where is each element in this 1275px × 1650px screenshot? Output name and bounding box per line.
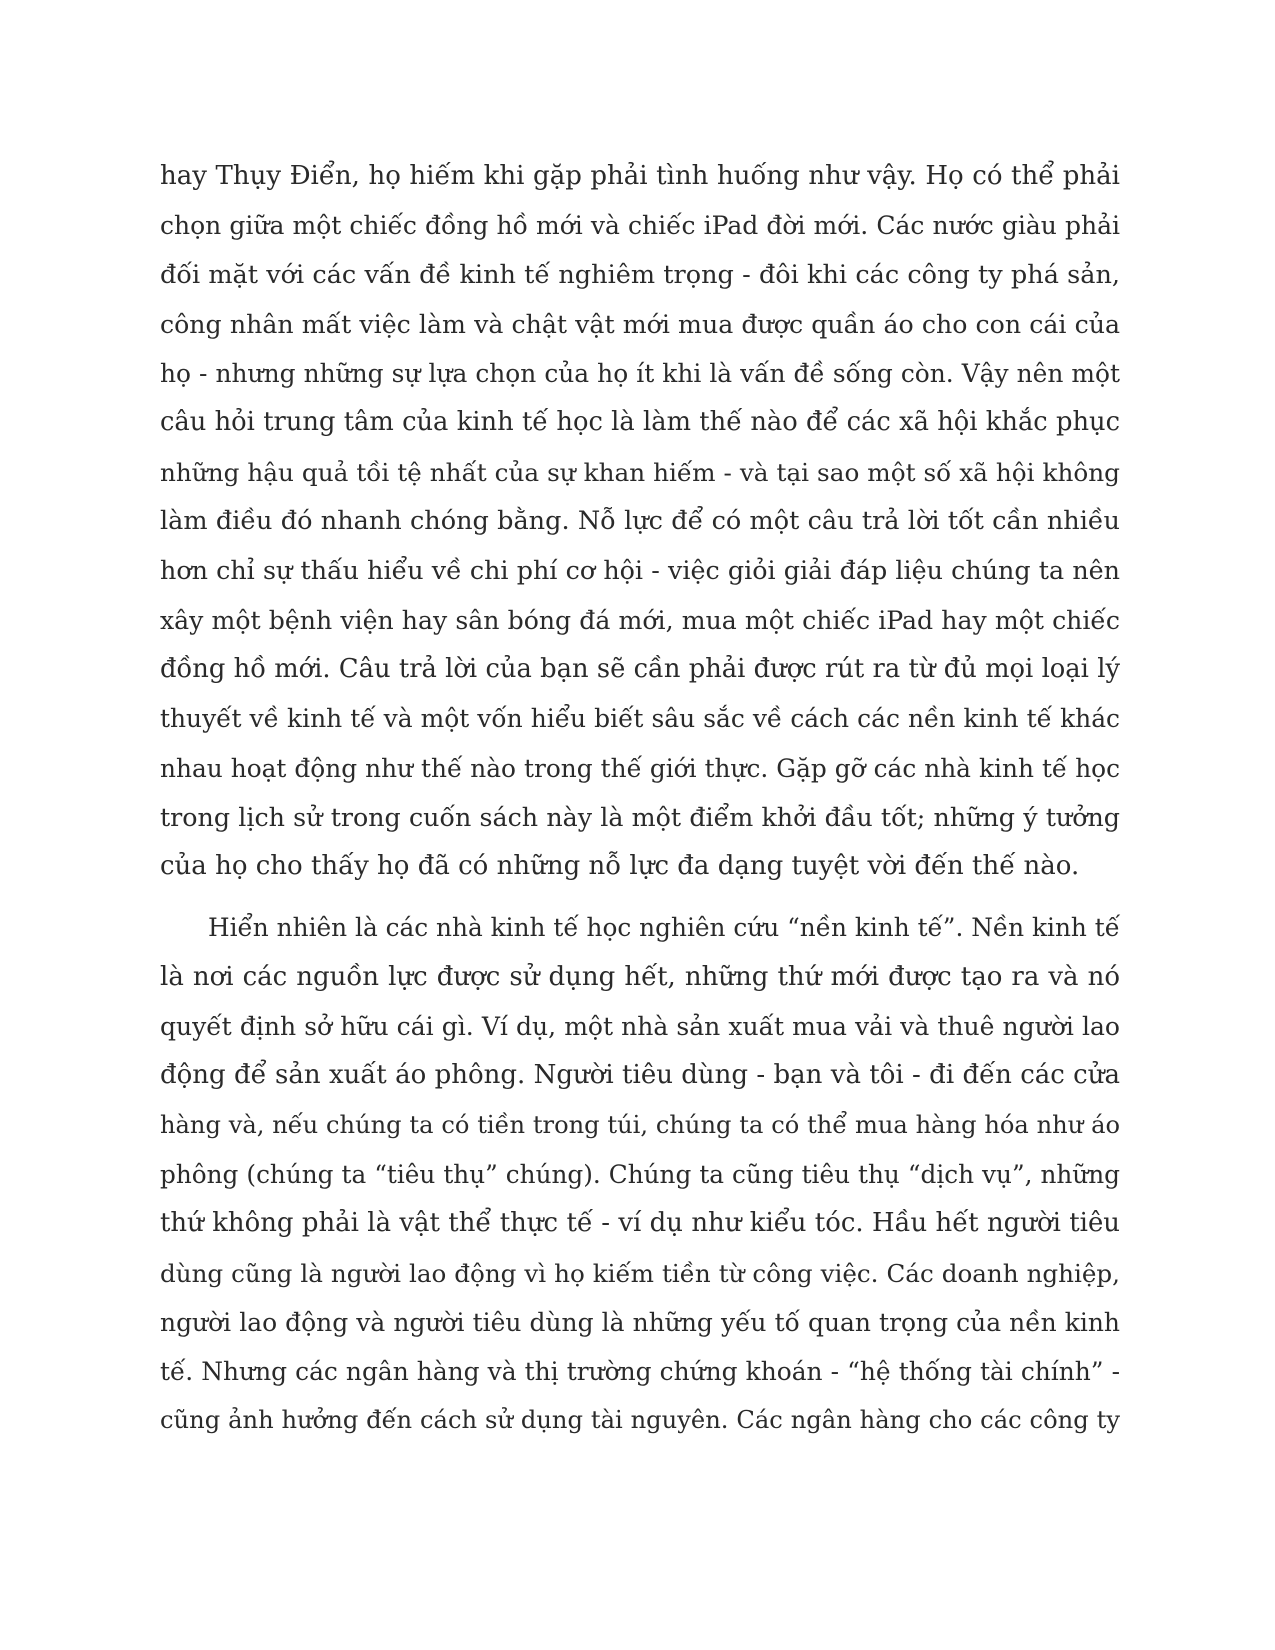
text-line: là nơi các nguồn lực được sử dụng hết, những thứ mới được tạo ra và nó <box>160 961 1120 992</box>
paragraph-spacer <box>160 891 1120 903</box>
text-line: hàng và, nếu chúng ta có tiền trong túi, chúng ta có thể mua hàng hóa như áo <box>160 1110 1120 1139</box>
text-line: hơn chỉ sự thấu hiểu về chi phí cơ hội - việc giỏi giải đáp liệu chúng ta nên <box>160 555 1120 586</box>
text-line: thuyết về kinh tế và một vốn hiểu biết sâu sắc về cách các nền kinh tế khác <box>160 704 1120 734</box>
text-line: động để sản xuất áo phông. Người tiêu dùng - bạn và tôi - đi đến các cửa <box>160 1060 1120 1091</box>
body-text <box>160 152 1120 1446</box>
text-line: thứ không phải là vật thể thực tế - ví dụ như kiểu tóc. Hầu hết người tiêu <box>160 1208 1120 1239</box>
text-line: Hiển nhiên là các nhà kinh tế học nghiên cứu “nền kinh tế”. Nền kinh tế <box>208 913 1120 943</box>
text-line: cũng ảnh hưởng đến cách sử dụng tài nguyên. Các ngân hàng cho các công ty <box>160 1406 1120 1435</box>
text-line: phông (chúng ta “tiêu thụ” chúng). Chúng ta cũng tiêu thụ “dịch vụ”, những <box>160 1159 1120 1189</box>
text-line: quyết định sở hữu cái gì. Ví dụ, một nhà sản xuất mua vải và thuê người lao <box>160 1012 1120 1042</box>
text-line: đối mặt với các vấn đề kinh tế nghiêm trọng - đôi khi các công ty phá sản, <box>160 259 1120 290</box>
text-line: chọn giữa một chiếc đồng hồ mới và chiếc iPad đời mới. Các nước giàu phải <box>160 211 1120 241</box>
text-line: hay Thụy Điển, họ hiếm khi gặp phải tình huống như vậy. Họ có thể phải <box>160 161 1120 191</box>
text-line: dùng cũng là người lao động vì họ kiếm tiền từ công việc. Các doanh nghiệp, <box>160 1258 1120 1288</box>
text-line: trong lịch sử trong cuốn sách này là một điểm khởi đầu tốt; những ý tưởng <box>160 801 1120 832</box>
text-line: người lao động và người tiêu dùng là những yếu tố quan trọng của nền kinh <box>160 1307 1120 1337</box>
text-line: của họ cho thấy họ đã có những nỗ lực đa dạng tuyệt vời đến thế nào. <box>160 851 1080 882</box>
text-line: câu hỏi trung tâm của kinh tế học là làm thế nào để các xã hội khắc phục <box>160 407 1120 438</box>
text-line: đồng hồ mới. Câu trả lời của bạn sẽ cần phải được rút ra từ đủ mọi loại lý <box>160 653 1120 684</box>
text-line: công nhân mất việc làm và chật vật mới mua được quần áo cho con cái của <box>160 309 1120 339</box>
text-line: làm điều đó nhanh chóng bằng. Nỗ lực để có một câu trả lời tốt cần nhiều <box>160 506 1120 537</box>
text-line: nhau hoạt động như thế nào trong thế giới thực. Gặp gỡ các nhà kinh tế học <box>160 753 1120 783</box>
text-line: những hậu quả tồi tệ nhất của sự khan hiếm - và tại sao một số xã hội không <box>160 457 1120 487</box>
text-line: xây một bệnh viện hay sân bóng đá mới, mua một chiếc iPad hay một chiếc <box>160 605 1120 635</box>
text-line: tế. Nhưng các ngân hàng và thị trường chứng khoán - “hệ thống tài chính” - <box>160 1357 1120 1387</box>
text-line: họ - nhưng những sự lựa chọn của họ ít khi là vấn đề sống còn. Vậy nên một <box>160 359 1120 389</box>
paragraph-2 <box>160 903 1120 1445</box>
paragraph-1 <box>160 152 1120 891</box>
